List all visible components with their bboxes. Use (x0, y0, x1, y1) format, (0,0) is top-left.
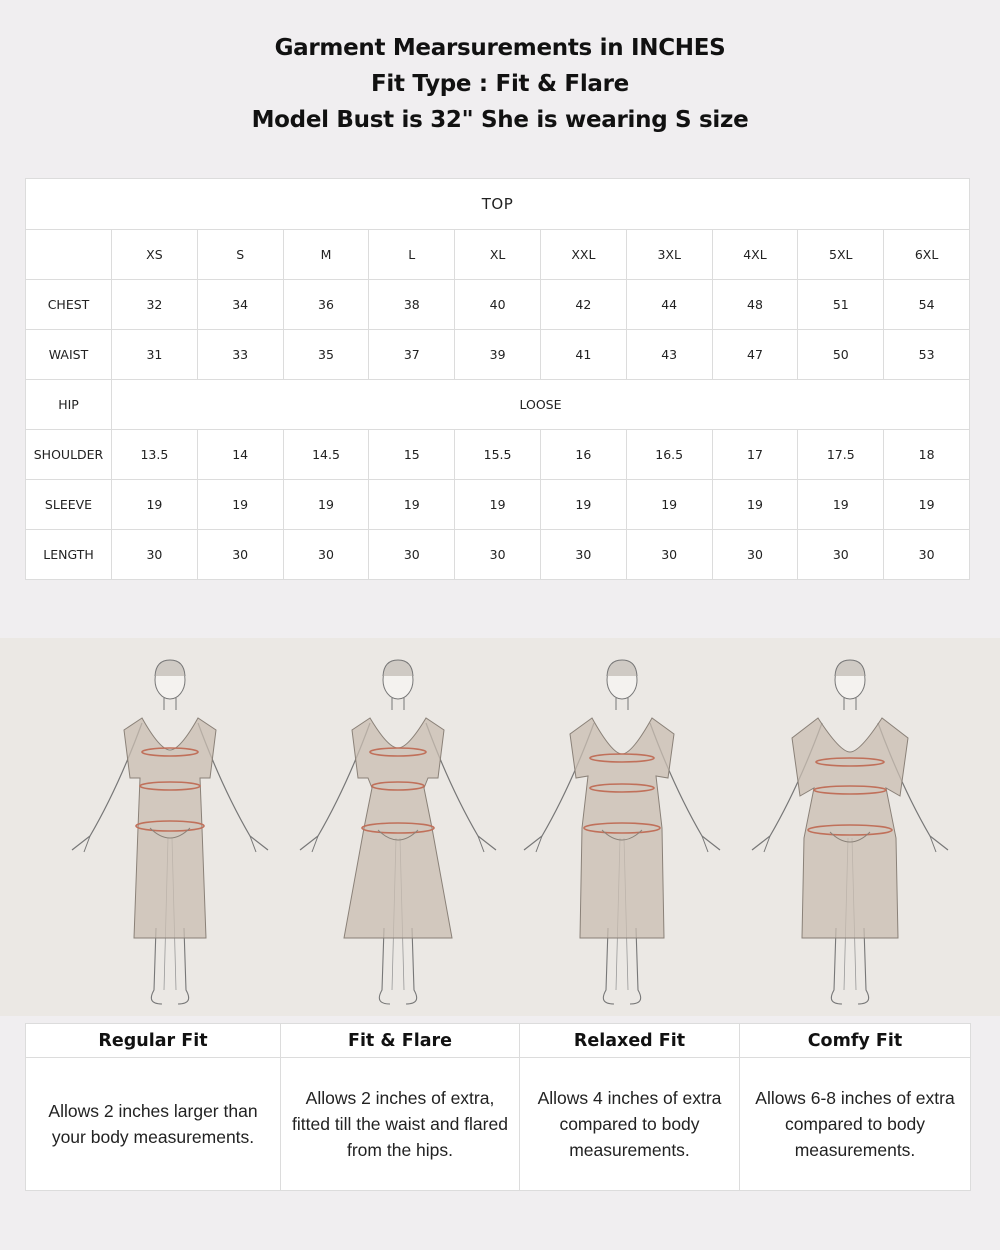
table-cell: 30 (455, 530, 541, 580)
table-cell: 30 (112, 530, 198, 580)
table-cell: 17 (712, 430, 798, 480)
table-cell: 19 (798, 480, 884, 530)
row-label: LENGTH (26, 530, 112, 580)
table-cell: 40 (455, 280, 541, 330)
table-cell: 36 (283, 280, 369, 330)
table-cell: 44 (626, 280, 712, 330)
table-cell: 19 (112, 480, 198, 530)
size-header: 6XL (884, 230, 970, 280)
title-line-1: Garment Mearsurements in INCHES (274, 35, 726, 61)
size-header: S (197, 230, 283, 280)
table-cell: 30 (197, 530, 283, 580)
fit-descriptions-row (26, 1058, 971, 1191)
page-header (0, 30, 1000, 138)
fit-description-relaxed: Allows 4 inches of extra compared to body measurements. (520, 1058, 740, 1191)
fit-name-flare: Fit & Flare (281, 1024, 520, 1058)
table-cell: 41 (540, 330, 626, 380)
table-cell: 19 (197, 480, 283, 530)
table-cell: 15 (369, 430, 455, 480)
table-row-waist (26, 330, 970, 380)
size-header: 3XL (626, 230, 712, 280)
size-header: 4XL (712, 230, 798, 280)
fit-name-relaxed: Relaxed Fit (520, 1024, 740, 1058)
size-header: 5XL (798, 230, 884, 280)
table-cell: 19 (712, 480, 798, 530)
table-cell: 19 (283, 480, 369, 530)
table-cell: 32 (112, 280, 198, 330)
table-cell: 19 (455, 480, 541, 530)
fit-figures-svg (0, 638, 1000, 1016)
table-cell: 39 (455, 330, 541, 380)
fit-names-row (26, 1024, 971, 1058)
table-cell: 47 (712, 330, 798, 380)
table-row-hip (26, 380, 970, 430)
table-cell: 48 (712, 280, 798, 330)
row-label: SLEEVE (26, 480, 112, 530)
size-header: L (369, 230, 455, 280)
table-cell: 53 (884, 330, 970, 380)
table-cell: 30 (283, 530, 369, 580)
corner-cell (26, 230, 112, 280)
fit-description-comfy: Allows 6-8 inches of extra compared to body measurements. (740, 1058, 971, 1191)
table-cell: 34 (197, 280, 283, 330)
table-cell: 33 (197, 330, 283, 380)
table-cell: 13.5 (112, 430, 198, 480)
table-cell: 18 (884, 430, 970, 480)
figure-comfy-fit (752, 660, 948, 1004)
figure-relaxed-fit (524, 660, 720, 1004)
fit-description-flare: Allows 2 inches of extra, fitted till the waist and flared from the hips. (281, 1058, 520, 1191)
table-cell: 43 (626, 330, 712, 380)
size-header: M (283, 230, 369, 280)
table-cell: 16 (540, 430, 626, 480)
fit-illustrations (0, 638, 1000, 1016)
size-header: XL (455, 230, 541, 280)
table-row-sleeve (26, 480, 970, 530)
table-section-row (26, 179, 970, 230)
merged-cell: LOOSE (112, 380, 970, 430)
title-line-2: Fit Type : Fit & Flare (371, 71, 629, 97)
size-header: XXL (540, 230, 626, 280)
size-header-row (26, 230, 970, 280)
table-cell: 17.5 (798, 430, 884, 480)
table-cell: 14 (197, 430, 283, 480)
figure-regular-fit (72, 660, 268, 1004)
table-cell: 30 (798, 530, 884, 580)
fit-description-regular: Allows 2 inches larger than your body measurements. (26, 1058, 281, 1191)
table-cell: 30 (626, 530, 712, 580)
table-row-shoulder (26, 430, 970, 480)
table-cell: 19 (540, 480, 626, 530)
table-cell: 50 (798, 330, 884, 380)
table-cell: 35 (283, 330, 369, 380)
table-row-chest (26, 280, 970, 330)
table-cell: 54 (884, 280, 970, 330)
table-cell: 19 (884, 480, 970, 530)
table-cell: 19 (626, 480, 712, 530)
row-label: CHEST (26, 280, 112, 330)
table-row-length (26, 530, 970, 580)
table-cell: 15.5 (455, 430, 541, 480)
fit-types-table (25, 1023, 971, 1191)
row-label: SHOULDER (26, 430, 112, 480)
table-cell: 51 (798, 280, 884, 330)
title-line-3: Model Bust is 32" She is wearing S size (251, 107, 749, 133)
table-cell: 30 (369, 530, 455, 580)
table-cell: 14.5 (283, 430, 369, 480)
size-header: XS (112, 230, 198, 280)
table-cell: 30 (712, 530, 798, 580)
table-cell: 38 (369, 280, 455, 330)
table-cell: 30 (540, 530, 626, 580)
table-cell: 37 (369, 330, 455, 380)
table-cell: 30 (884, 530, 970, 580)
fit-name-comfy: Comfy Fit (740, 1024, 971, 1058)
table-cell: 31 (112, 330, 198, 380)
figure-fit-and-flare (300, 660, 496, 1004)
row-label: HIP (26, 380, 112, 430)
table-cell: 19 (369, 480, 455, 530)
table-cell: 42 (540, 280, 626, 330)
section-title: TOP (26, 179, 970, 230)
table-cell: 16.5 (626, 430, 712, 480)
fit-name-regular: Regular Fit (26, 1024, 281, 1058)
size-chart-table (25, 178, 970, 580)
row-label: WAIST (26, 330, 112, 380)
